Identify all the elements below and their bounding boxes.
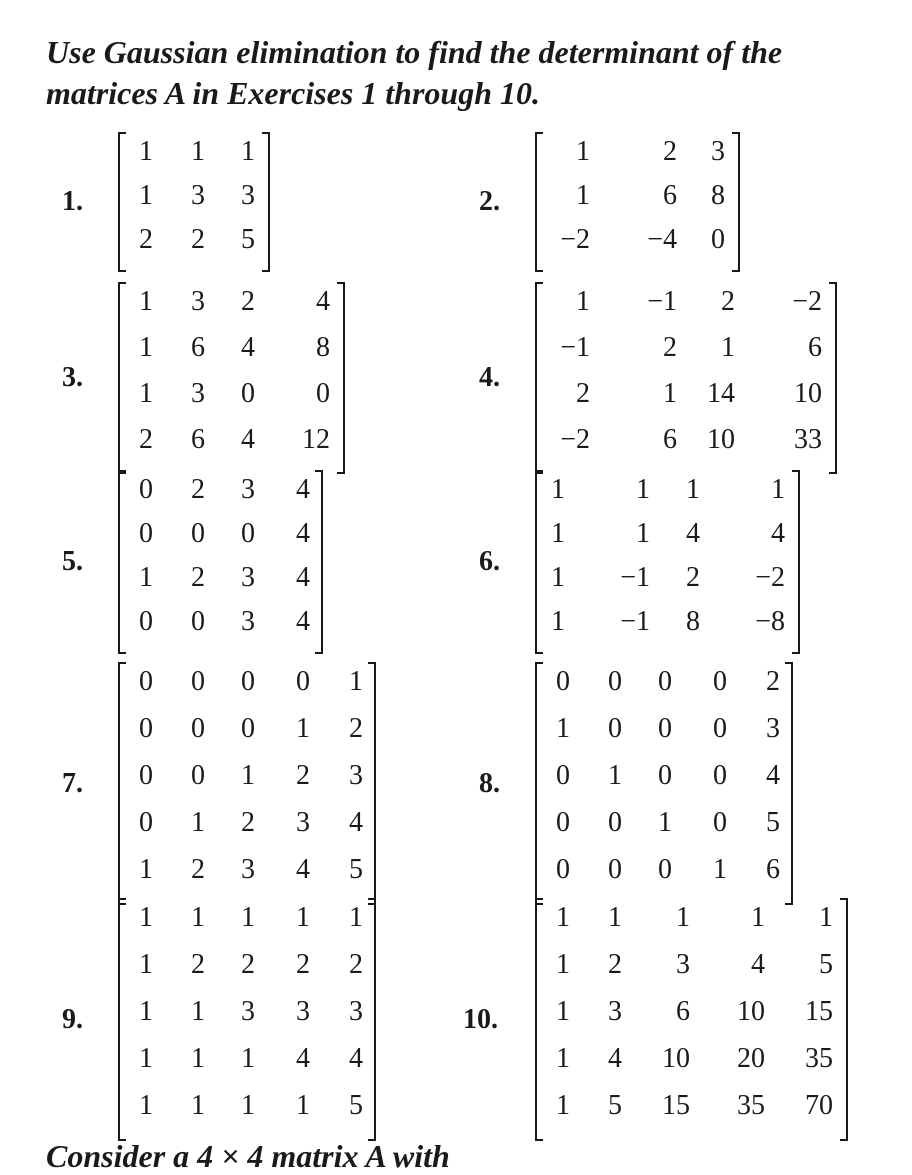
- exercise-number: 3.: [62, 362, 83, 393]
- matrix-entry: 0: [608, 807, 622, 838]
- exercise-number: 5.: [62, 546, 83, 577]
- matrix-entry: 0: [241, 518, 255, 549]
- matrix-entry: 2: [191, 474, 205, 505]
- matrix-entry: 2: [241, 286, 255, 317]
- left-bracket: [118, 282, 126, 474]
- matrix-entry: 1: [296, 1090, 310, 1121]
- matrix-entry: 4: [296, 1043, 310, 1074]
- matrix-entry: 1: [241, 136, 255, 167]
- matrix-entry: 1: [139, 902, 153, 933]
- matrix-entry: 5: [241, 224, 255, 255]
- matrix-entry: 3: [766, 713, 780, 744]
- matrix-entry: 1: [771, 474, 785, 505]
- matrix-entry: 2: [191, 562, 205, 593]
- instructions-heading: Use Gaussian elimination to find the determinant of the matrices A in Exercises 1 through 10.: [46, 34, 783, 111]
- right-bracket: [840, 898, 848, 1141]
- matrix-entry: 1: [241, 1043, 255, 1074]
- matrix-entry: 2: [608, 949, 622, 980]
- exercise-8: [0, 662, 912, 885]
- matrix-entry: 33: [794, 424, 822, 455]
- matrix-entry: 0: [191, 760, 205, 791]
- matrix-entry: 0: [241, 666, 255, 697]
- matrix-entry: 4: [296, 474, 310, 505]
- right-bracket: [315, 470, 323, 654]
- matrix-entry: 35: [737, 1090, 765, 1121]
- matrix-entry: 2: [139, 224, 153, 255]
- matrix-entry: 5: [608, 1090, 622, 1121]
- matrix-entry: −8: [755, 606, 785, 637]
- matrix-entry: 2: [766, 666, 780, 697]
- matrix-entry: −4: [647, 224, 677, 255]
- matrix-entry: 4: [241, 424, 255, 455]
- right-bracket: [829, 282, 837, 474]
- matrix: [118, 132, 270, 272]
- matrix-entry: 10: [737, 996, 765, 1027]
- matrix-entry: 0: [556, 760, 570, 791]
- right-bracket: [262, 132, 270, 272]
- matrix-entry: 1: [349, 902, 363, 933]
- matrix-entry: 2: [191, 224, 205, 255]
- matrix-entry: 6: [766, 854, 780, 885]
- left-bracket: [118, 898, 126, 1141]
- matrix-entry: 0: [608, 666, 622, 697]
- matrix-entry: 2: [686, 562, 700, 593]
- matrix-entry: 6: [663, 180, 677, 211]
- exercise-6: [0, 470, 912, 637]
- matrix-entry: 3: [349, 996, 363, 1027]
- matrix-entry: 1: [191, 807, 205, 838]
- left-bracket: [118, 470, 126, 654]
- left-bracket: [535, 132, 543, 272]
- matrix-entry: 1: [556, 713, 570, 744]
- matrix-entry: 70: [805, 1090, 833, 1121]
- matrix-entry: 5: [349, 854, 363, 885]
- matrix-entry: 10: [707, 424, 735, 455]
- matrix-entry: 0: [556, 666, 570, 697]
- matrix-entry: 0: [191, 666, 205, 697]
- right-bracket: [732, 132, 740, 272]
- matrix-entry: 1: [241, 1090, 255, 1121]
- matrix-entry: 2: [241, 949, 255, 980]
- matrix-entry: 1: [191, 136, 205, 167]
- matrix-entry: 0: [139, 606, 153, 637]
- matrix-entry: 1: [139, 180, 153, 211]
- matrix-entry: 6: [191, 332, 205, 363]
- matrix-entry: 1: [296, 713, 310, 744]
- matrix: [535, 470, 800, 654]
- matrix-entry: 8: [686, 606, 700, 637]
- matrix-entry: 0: [191, 518, 205, 549]
- matrix-entry: 0: [191, 713, 205, 744]
- matrix-entry: 1: [576, 180, 590, 211]
- matrix-entry: 1: [576, 136, 590, 167]
- matrix-entry: 20: [737, 1043, 765, 1074]
- right-bracket: [337, 282, 345, 474]
- matrix-entry: 4: [241, 332, 255, 363]
- matrix-entry: 0: [711, 224, 725, 255]
- exercise-number: 8.: [479, 767, 500, 799]
- matrix: [535, 282, 837, 474]
- left-bracket: [535, 898, 543, 1141]
- matrix-entry: 0: [658, 854, 672, 885]
- matrix-entry: 0: [658, 760, 672, 791]
- matrix-entry: 3: [191, 286, 205, 317]
- matrix-entry: 4: [296, 518, 310, 549]
- matrix-entry: 10: [662, 1043, 690, 1074]
- matrix-entry: 0: [556, 854, 570, 885]
- matrix-entry: 1: [139, 136, 153, 167]
- matrix-entry: 1: [556, 1043, 570, 1074]
- matrix-entry: 0: [296, 666, 310, 697]
- matrix-entry: 4: [316, 286, 330, 317]
- matrix-entry: −2: [560, 224, 590, 255]
- exercise-number: 9.: [62, 1003, 83, 1035]
- matrix-entry: 1: [191, 902, 205, 933]
- matrix-entry: 3: [676, 949, 690, 980]
- matrix-entry: 2: [191, 949, 205, 980]
- matrix-entry: 1: [139, 949, 153, 980]
- matrix-entry: 4: [349, 807, 363, 838]
- matrix-entry: 3: [296, 807, 310, 838]
- matrix-entry: 1: [663, 378, 677, 409]
- matrix-entry: 3: [349, 760, 363, 791]
- matrix: [535, 662, 793, 905]
- matrix-entry: 1: [191, 1043, 205, 1074]
- matrix-entry: 4: [296, 562, 310, 593]
- right-bracket: [792, 470, 800, 654]
- matrix-entry: 1: [139, 1090, 153, 1121]
- right-bracket: [368, 662, 376, 905]
- right-bracket: [368, 898, 376, 1141]
- exercise-number: 7.: [62, 767, 83, 799]
- matrix-entry: −2: [792, 286, 822, 317]
- matrix-entry: 1: [551, 606, 565, 637]
- matrix-entry: 1: [556, 996, 570, 1027]
- matrix-entry: 1: [636, 518, 650, 549]
- matrix-entry: 8: [316, 332, 330, 363]
- matrix-entry: 5: [819, 949, 833, 980]
- matrix-entry: 3: [608, 996, 622, 1027]
- matrix-entry: 0: [713, 666, 727, 697]
- matrix-entry: 3: [241, 854, 255, 885]
- matrix-entry: 10: [794, 378, 822, 409]
- matrix-entry: 3: [241, 562, 255, 593]
- exercise-10: [0, 898, 912, 1121]
- matrix-entry: 2: [721, 286, 735, 317]
- matrix: [535, 132, 740, 272]
- matrix-entry: 1: [139, 332, 153, 363]
- matrix-entry: 0: [713, 807, 727, 838]
- matrix-entry: 1: [296, 902, 310, 933]
- matrix-entry: 1: [608, 760, 622, 791]
- matrix-entry: 1: [191, 996, 205, 1027]
- matrix-entry: 1: [713, 854, 727, 885]
- matrix-entry: 4: [296, 606, 310, 637]
- matrix-entry: 2: [576, 378, 590, 409]
- exercise-2: [0, 132, 912, 255]
- matrix: [535, 898, 848, 1141]
- matrix-entry: 1: [241, 902, 255, 933]
- matrix-entry: 2: [296, 760, 310, 791]
- matrix-entry: 1: [556, 1090, 570, 1121]
- matrix-entry: 1: [551, 474, 565, 505]
- matrix-entry: 2: [139, 424, 153, 455]
- matrix-entry: 35: [805, 1043, 833, 1074]
- matrix-entry: 2: [663, 332, 677, 363]
- matrix-entry: 2: [349, 713, 363, 744]
- matrix-entry: 0: [316, 378, 330, 409]
- matrix-entry: 1: [139, 996, 153, 1027]
- matrix-entry: 6: [663, 424, 677, 455]
- matrix-entry: 12: [302, 424, 330, 455]
- matrix-entry: 1: [556, 949, 570, 980]
- matrix-entry: 1: [139, 562, 153, 593]
- matrix-entry: −1: [620, 606, 650, 637]
- matrix-entry: 1: [686, 474, 700, 505]
- matrix-entry: 4: [608, 1043, 622, 1074]
- matrix-entry: 1: [139, 378, 153, 409]
- matrix-entry: −2: [560, 424, 590, 455]
- left-bracket: [118, 132, 126, 272]
- cutoff-text: Consider a 4 × 4 matrix A with: [46, 1138, 450, 1174]
- matrix-entry: 5: [349, 1090, 363, 1121]
- matrix-entry: 15: [805, 996, 833, 1027]
- matrix-entry: 0: [658, 666, 672, 697]
- exercise-number: 2.: [479, 186, 500, 217]
- matrix-entry: −2: [755, 562, 785, 593]
- matrix-entry: 1: [241, 760, 255, 791]
- matrix-entry: 1: [819, 902, 833, 933]
- matrix-entry: 2: [349, 949, 363, 980]
- matrix-entry: 6: [808, 332, 822, 363]
- matrix-entry: 0: [139, 666, 153, 697]
- matrix-entry: 0: [241, 378, 255, 409]
- exercise-number: 1.: [62, 186, 83, 217]
- matrix-entry: 1: [676, 902, 690, 933]
- matrix-entry: 1: [139, 854, 153, 885]
- matrix-entry: 8: [711, 180, 725, 211]
- matrix-entry: 0: [191, 606, 205, 637]
- matrix-entry: 4: [751, 949, 765, 980]
- matrix: [118, 470, 323, 654]
- matrix-entry: 4: [771, 518, 785, 549]
- matrix-entry: −1: [620, 562, 650, 593]
- matrix-entry: −1: [647, 286, 677, 317]
- matrix-entry: 0: [139, 807, 153, 838]
- matrix-entry: 1: [349, 666, 363, 697]
- matrix-entry: 0: [608, 854, 622, 885]
- matrix-entry: 4: [349, 1043, 363, 1074]
- matrix-entry: 1: [139, 286, 153, 317]
- matrix-entry: 2: [241, 807, 255, 838]
- exercise-number: 6.: [479, 546, 500, 577]
- matrix: [118, 662, 376, 905]
- matrix-entry: 4: [686, 518, 700, 549]
- matrix-entry: 0: [139, 474, 153, 505]
- left-bracket: [118, 662, 126, 905]
- left-bracket: [535, 662, 543, 905]
- exercise-number: 10.: [463, 1003, 498, 1035]
- exercise-number: 4.: [479, 362, 500, 393]
- matrix-entry: 0: [241, 713, 255, 744]
- matrix-entry: 0: [139, 760, 153, 791]
- matrix-entry: 2: [191, 854, 205, 885]
- matrix-entry: 1: [636, 474, 650, 505]
- matrix-entry: 6: [676, 996, 690, 1027]
- matrix-entry: 3: [241, 996, 255, 1027]
- matrix-entry: 0: [658, 713, 672, 744]
- matrix-entry: 1: [139, 1043, 153, 1074]
- matrix-entry: 3: [241, 180, 255, 211]
- matrix-entry: 14: [707, 378, 735, 409]
- matrix-entry: 4: [766, 760, 780, 791]
- matrix-entry: 1: [191, 1090, 205, 1121]
- exercise-4: [0, 282, 912, 455]
- matrix-entry: 4: [296, 854, 310, 885]
- matrix-entry: 6: [191, 424, 205, 455]
- matrix-entry: 1: [556, 902, 570, 933]
- matrix-entry: 3: [711, 136, 725, 167]
- matrix-entry: 0: [608, 713, 622, 744]
- matrix-entry: 1: [576, 286, 590, 317]
- matrix-entry: 15: [662, 1090, 690, 1121]
- matrix-entry: 0: [713, 760, 727, 791]
- matrix-entry: 1: [608, 902, 622, 933]
- matrix-entry: 2: [663, 136, 677, 167]
- matrix-entry: 3: [191, 378, 205, 409]
- matrix-entry: 0: [556, 807, 570, 838]
- matrix: [118, 898, 376, 1141]
- matrix-entry: 1: [551, 562, 565, 593]
- left-bracket: [535, 470, 543, 654]
- matrix-entry: 0: [139, 518, 153, 549]
- matrix-entry: 1: [721, 332, 735, 363]
- left-bracket: [535, 282, 543, 474]
- matrix-entry: 2: [296, 949, 310, 980]
- matrix-entry: −1: [560, 332, 590, 363]
- matrix-entry: 1: [658, 807, 672, 838]
- matrix-entry: 1: [551, 518, 565, 549]
- matrix-entry: 0: [139, 713, 153, 744]
- matrix-entry: 0: [713, 713, 727, 744]
- matrix-entry: 3: [241, 474, 255, 505]
- matrix-entry: 3: [296, 996, 310, 1027]
- matrix-entry: 3: [191, 180, 205, 211]
- matrix-entry: 5: [766, 807, 780, 838]
- matrix-entry: 3: [241, 606, 255, 637]
- right-bracket: [785, 662, 793, 905]
- matrix: [118, 282, 345, 474]
- matrix-entry: 1: [751, 902, 765, 933]
